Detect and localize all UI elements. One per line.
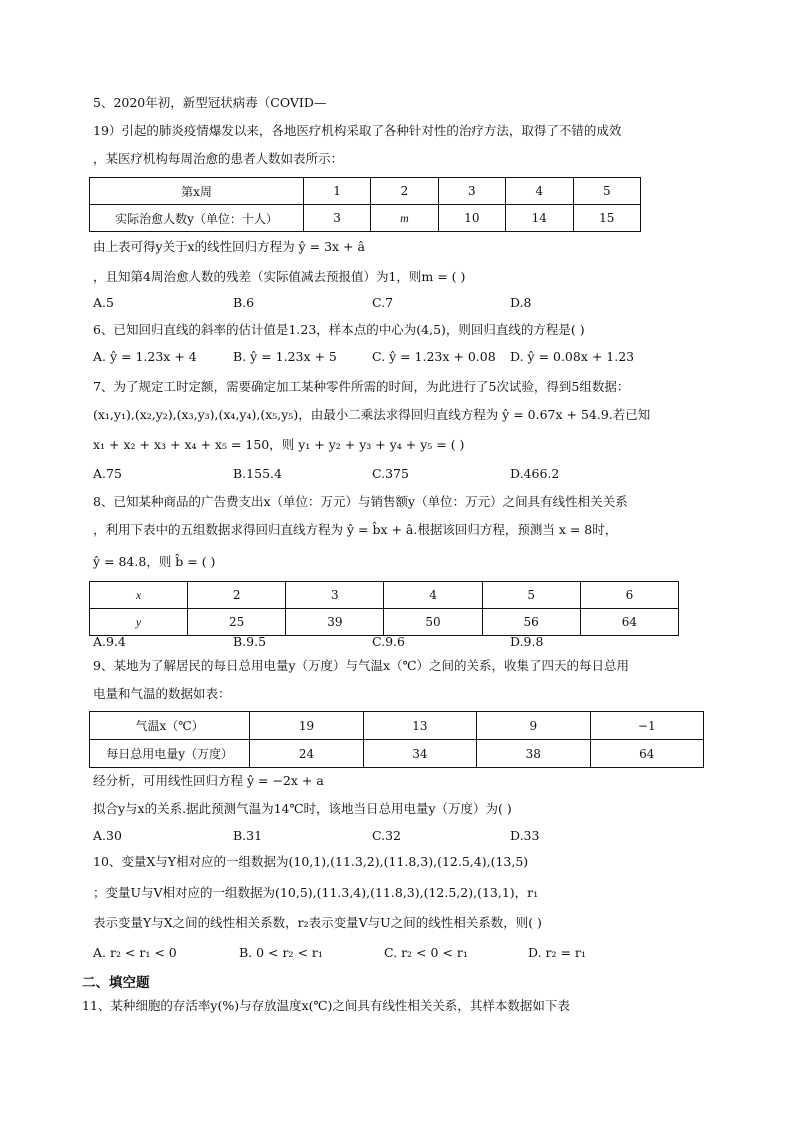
- q6-option-a: A. ŷ = 1.23x + 4: [93, 349, 197, 364]
- q8-option-b: B.9.5: [233, 634, 267, 649]
- table-cell: x: [90, 582, 188, 609]
- q9-option-a: A.30: [93, 828, 122, 843]
- q5-table: [89, 177, 641, 232]
- table-cell: 3: [303, 205, 370, 232]
- q9-line-4: 拟合y与x的关系.据此预测气温为14℃时，该地当日总用电量y（万度）为( ): [93, 801, 512, 816]
- table-cell: 64: [580, 609, 678, 636]
- q8-table: [89, 581, 679, 636]
- table-row: [90, 609, 679, 636]
- q7-option-d: D.466.2: [510, 466, 560, 481]
- table-row: [90, 740, 704, 768]
- q9-option-b: B.31: [233, 828, 263, 843]
- q7-line-2: (x₁,y₁),(x₂,y₂),(x₃,y₃),(x₄,y₄),(x₅,y₅)，由最小二乘法求得回归直线方程为 ŷ = 0.67x + 54.9.若已知: [93, 407, 651, 422]
- table-cell: 2: [188, 582, 286, 609]
- q9-line-2: 电量和气温的数据如表：: [93, 686, 231, 701]
- table-cell: m: [371, 205, 438, 232]
- q6-line-1: 6、已知回归直线的斜率的估计值是1.23，样本点的中心为(4,5)，则回归直线的方程是( ): [93, 322, 585, 337]
- q9-table: [89, 711, 704, 768]
- table-cell: 每日总用电量y（万度）: [90, 740, 250, 768]
- q7-option-b: B.155.4: [233, 466, 282, 481]
- table-cell: 3: [438, 178, 505, 205]
- table-cell: −1: [590, 712, 703, 740]
- q5-line-3: ，某医疗机构每周治愈的患者人数如表所示：: [93, 151, 344, 166]
- table-cell: 气温x（℃）: [90, 712, 250, 740]
- table-row: [90, 582, 679, 609]
- table-cell: 1: [303, 178, 370, 205]
- table-cell: 25: [188, 609, 286, 636]
- table-cell: 4: [506, 178, 573, 205]
- table-cell: 24: [250, 740, 363, 768]
- table-cell: 第x周: [90, 178, 304, 205]
- q6-option-d: D. ŷ = 0.08x + 1.23: [510, 349, 635, 364]
- table-cell: 38: [477, 740, 590, 768]
- q10-option-b: B. 0 < r₂ < r₁: [239, 945, 323, 960]
- table-cell: 5: [573, 178, 640, 205]
- table-row: [90, 712, 704, 740]
- q8-line-2: ，利用下表中的五组数据求得回归直线方程为 ŷ = b̂x + â.根据该回归方程，预测当 x = 8时，: [93, 522, 618, 537]
- table-cell: 实际治愈人数y（单位：十人）: [90, 205, 304, 232]
- table-cell: 5: [482, 582, 580, 609]
- table-cell: 6: [580, 582, 678, 609]
- q9-line-1: 9、某地为了解居民的每日总用电量y（万度）与气温x（℃）之间的关系，收集了四天的每日总用: [93, 658, 630, 673]
- q10-option-a: A. r₂ < r₁ < 0: [93, 945, 177, 960]
- table-cell: 2: [371, 178, 438, 205]
- table-cell: 50: [384, 609, 482, 636]
- q8-option-d: D.9.8: [510, 634, 544, 649]
- table-cell: y: [90, 609, 188, 636]
- table-cell: 14: [506, 205, 573, 232]
- q8-option-a: A.9.4: [93, 634, 126, 649]
- q8-line-1: 8、已知某种商品的广告费支出x（单位：万元）与销售额y（单位：万元）之间具有线性相关关系: [93, 494, 628, 509]
- q10-line-2: ；变量U与V相对应的一组数据为(10,5),(11.3,4),(11.8,3),(12.5,2),(13,1)，r₁: [93, 885, 539, 900]
- q7-option-a: A.75: [93, 466, 122, 481]
- q9-line-3: 经分析，可用线性回归方程 ŷ = −2x + a: [93, 773, 324, 788]
- q5-line-5: ，且知第4周治愈人数的残差（实际值减去预报值）为1，则m = ( ): [93, 269, 466, 284]
- q10-line-1: 10、变量X与Y相对应的一组数据为(10,1),(11.3,2),(11.8,3),(12.5,4),(13,5): [93, 854, 529, 869]
- q8-option-c: C.9.6: [372, 634, 405, 649]
- q5-line-4: 由上表可得y关于x的线性回归方程为 ŷ = 3x + â: [93, 239, 365, 254]
- table-cell: 56: [482, 609, 580, 636]
- q6-option-b: B. ŷ = 1.23x + 5: [233, 349, 337, 364]
- table-cell: 19: [250, 712, 363, 740]
- q5-option-b: B.6: [233, 295, 255, 310]
- q5-option-d: D.8: [510, 295, 532, 310]
- q5-line-2: 19）引起的肺炎疫情爆发以来，各地医疗机构采取了各种针对性的治疗方法，取得了不错的成效: [93, 123, 622, 138]
- q7-line-1: 7、为了规定工时定额，需要确定加工某种零件所需的时间，为此进行了5次试验，得到5组数据：: [93, 379, 630, 394]
- q7-option-c: C.375: [372, 466, 409, 481]
- section-heading: 二、填空题: [82, 975, 150, 991]
- table-cell: 64: [590, 740, 703, 768]
- q6-option-c: C. ŷ = 1.23x + 0.08: [372, 349, 496, 364]
- table-cell: 9: [477, 712, 590, 740]
- q11-line-1: 11、某种细胞的存活率y(%)与存放温度x(℃)之间具有线性相关关系，其样本数据如下表: [82, 998, 570, 1013]
- q10-line-3: 表示变量Y与X之间的线性相关系数，r₂表示变量V与U之间的线性相关系数，则( ): [93, 915, 542, 930]
- q9-option-d: D.33: [510, 828, 540, 843]
- q8-line-3: ŷ = 84.8，则 b̂ = ( ): [93, 554, 216, 569]
- q10-option-c: C. r₂ < 0 < r₁: [384, 945, 468, 960]
- table-cell: 3: [286, 582, 384, 609]
- q5-option-a: A.5: [93, 295, 114, 310]
- table-cell: 13: [363, 712, 476, 740]
- table-row: [90, 205, 641, 232]
- q5-option-c: C.7: [372, 295, 394, 310]
- table-cell: 34: [363, 740, 476, 768]
- table-row: [90, 178, 641, 205]
- q5-line-1: 5、2020年初，新型冠状病毒（COVID—: [93, 95, 327, 110]
- q9-option-c: C.32: [372, 828, 401, 843]
- table-cell: 4: [384, 582, 482, 609]
- q7-line-3: x₁ + x₂ + x₃ + x₄ + x₅ = 150，则 y₁ + y₂ + y₃ + y₄ + y₅ = ( ): [93, 437, 465, 452]
- table-cell: 10: [438, 205, 505, 232]
- table-cell: 39: [286, 609, 384, 636]
- q10-option-d: D. r₂ = r₁: [528, 945, 586, 960]
- table-cell: 15: [573, 205, 640, 232]
